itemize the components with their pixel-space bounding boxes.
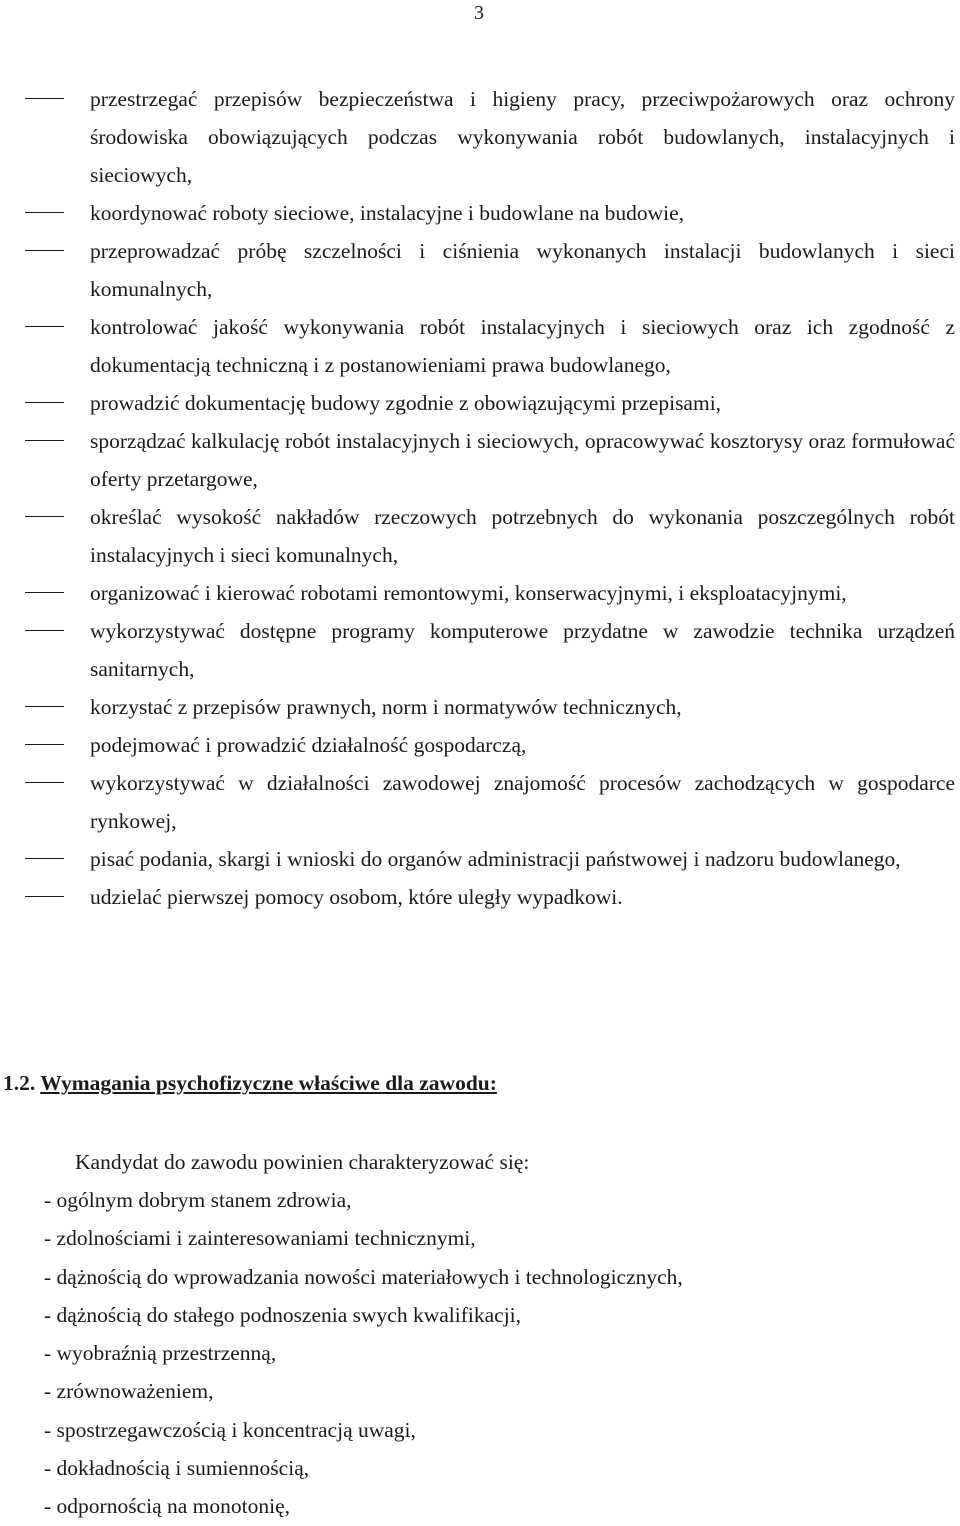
list-item (0, 308, 960, 384)
dash-bullet-icon (25, 744, 64, 745)
list-item (0, 764, 960, 840)
list-item: - ogólnym dobrym stanem zdrowia, (44, 1188, 352, 1212)
dash-bullet-icon (25, 782, 64, 783)
dash-bullet-icon (25, 630, 64, 631)
list-item-text: organizować i kierować robotami remontowymi, konserwacyjnymi, i eksploatacyjnymi, (90, 581, 847, 605)
list-item: - dążnością do wprowadzania nowości materiałowych i technologicznych, (44, 1264, 683, 1289)
list-item: - dążnością do stałego podnoszenia swych kwalifikacji, (44, 1302, 522, 1327)
list-item-text: przestrzegać przepisów bezpieczeństwa i higieny pracy, przeciwpożarowych oraz ochrony środowiska obowiązujących podczas wykonywania robót budowlanych, instalacyjnych i sieciowych, (90, 87, 955, 187)
dash-bullet-icon (25, 592, 64, 593)
dash-bullet-icon (25, 250, 64, 251)
list-item: - zdolnościami i zainteresowaniami technicznymi, (44, 1226, 476, 1251)
list-item (0, 498, 960, 574)
dash-bullet-icon (25, 440, 64, 441)
section-number: 1.2. (3, 1071, 36, 1095)
traits-list (44, 1181, 683, 1526)
list-item: - spostrzegawczością i koncentracją uwagi, (44, 1417, 416, 1442)
list-item: - odpornością na monotonię, (44, 1494, 291, 1519)
list-item: - dokładnością i sumiennością, (44, 1456, 310, 1481)
list-item (0, 612, 960, 688)
list-item (0, 80, 960, 194)
list-item-text: sporządzać kalkulację robót instalacyjnych i sieciowych, opracowywać kosztorysy oraz formułować oferty przetargowe, (90, 429, 955, 491)
list-item-text: określać wysokość nakładów rzeczowych potrzebnych do wykonania poszczególnych robót instalacyjnych i sieci komunalnych, (90, 505, 955, 567)
page-number: 3 (474, 2, 484, 24)
dash-bullet-icon (25, 326, 64, 327)
list-item-text: podejmować i prowadzić działalność gospodarczą, (90, 733, 527, 757)
list-item (0, 878, 960, 916)
list-item: - wyobraźnią przestrzenną, (44, 1341, 277, 1366)
list-item (0, 384, 960, 422)
list-item (0, 232, 960, 308)
list-item-text: wykorzystywać w działalności zawodowej znajomość procesów zachodzących w gospodarce rynkowej, (90, 771, 955, 833)
intro-text: Kandydat do zawodu powinien charakteryzować się: (75, 1150, 530, 1174)
list-item: - zrównoważeniem, (44, 1379, 214, 1404)
list-item (0, 840, 960, 878)
list-item-text: korzystać z przepisów prawnych, norm i normatywów technicznych, (90, 695, 682, 719)
list-item (0, 574, 960, 612)
list-item-text: koordynować roboty sieciowe, instalacyjne i budowlane na budowie, (90, 201, 685, 225)
list-item-text: prowadzić dokumentację budowy zgodnie z obowiązującymi przepisami, (90, 391, 722, 415)
list-item-text: wykorzystywać dostępne programy komputerowe przydatne w zawodzie technika urządzeń sanitarnych, (90, 619, 955, 681)
dash-bullet-icon (25, 896, 64, 897)
list-item (0, 688, 960, 726)
section-heading (3, 1068, 497, 1098)
list-item (0, 422, 960, 498)
dash-bullet-icon (25, 212, 64, 213)
dash-bullet-icon (25, 402, 64, 403)
list-item (0, 194, 960, 232)
dash-bullet-icon (25, 858, 64, 859)
skills-list (0, 80, 960, 916)
list-item (0, 726, 960, 764)
list-item-text: pisać podania, skargi i wnioski do organów administracji państwowej i nadzoru budowlanego, (90, 847, 901, 871)
list-item-text: przeprowadzać próbę szczelności i ciśnienia wykonanych instalacji budowlanych i sieci komunalnych, (90, 239, 955, 301)
dash-bullet-icon (25, 98, 64, 99)
dash-bullet-icon (25, 516, 64, 517)
list-item-text: udzielać pierwszej pomocy osobom, które uległy wypadkowi. (90, 885, 623, 909)
list-item-text: kontrolować jakość wykonywania robót instalacyjnych i sieciowych oraz ich zgodność z dokumentacją techniczną i z postanowieniami prawa budowlanego, (90, 315, 955, 377)
dash-bullet-icon (25, 706, 64, 707)
section-title: Wymagania psychofizyczne właściwe dla zawodu: (40, 1071, 497, 1095)
